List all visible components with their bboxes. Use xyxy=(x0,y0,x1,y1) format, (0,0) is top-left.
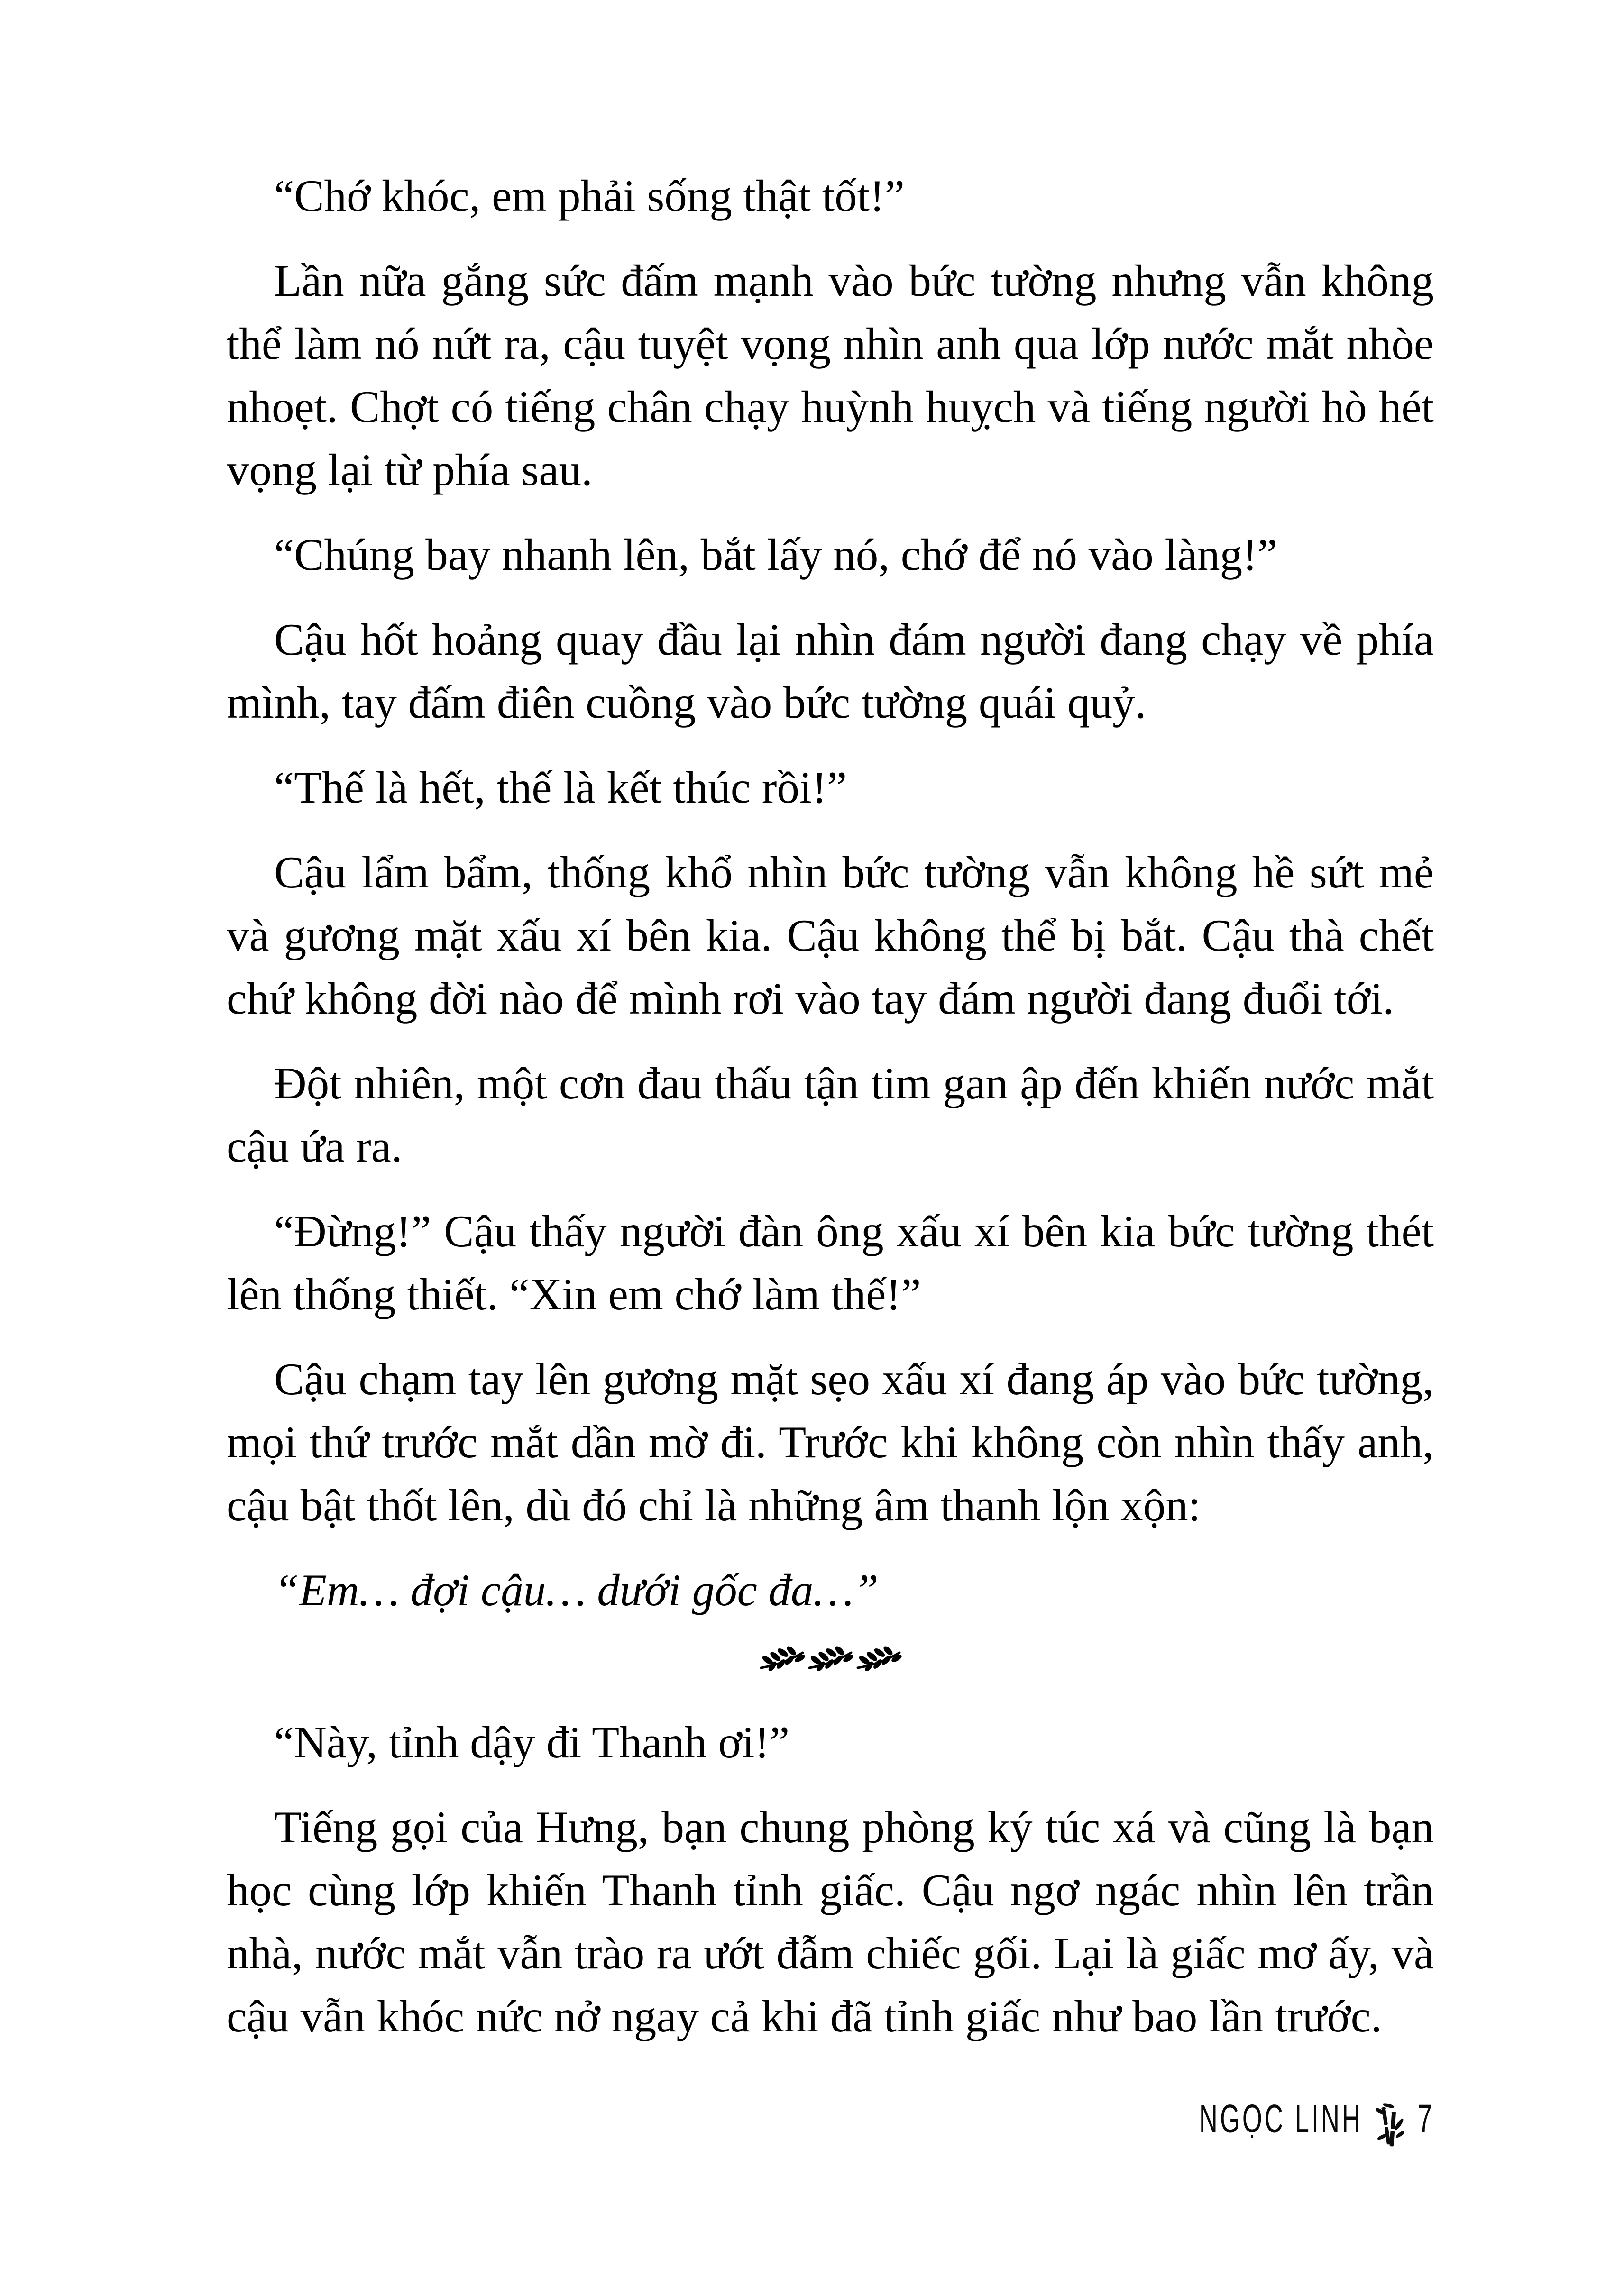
section-separator xyxy=(227,1644,1434,1671)
paragraph: “Em… đợi cậu… dưới gốc đa…” xyxy=(274,1565,879,1615)
paragraph: “Thế là hết, thế là kết thúc rồi!” xyxy=(274,762,847,813)
leaf-sprig-icon xyxy=(807,1644,854,1671)
footer-author: NGỌC LINH xyxy=(1199,2096,1363,2141)
leaf-sprig-icon xyxy=(758,1644,806,1671)
paragraph: Đột nhiên, một cơn đau thấu tận tim gan ập đến khiến nước mắt cậu ứa ra. xyxy=(227,1058,1434,1171)
bamboo-icon xyxy=(1376,2100,1404,2149)
paragraph: Cậu chạm tay lên gương mặt sẹo xấu xí đang áp vào bức tường, mọi thứ trước mắt dần mờ đi. Trước khi không còn nhìn thấy anh, cậu bật thốt lên, dù đó chỉ là những âm thanh lộn xộn: xyxy=(227,1354,1434,1530)
paragraph: Lần nữa gắng sức đấm mạnh vào bức tường nhưng vẫn không thể làm nó nứt ra, cậu tuyệt vọng nhìn anh qua lớp nước mắt nhòe nhoẹt. Chợt có tiếng chân chạy huỳnh huỵch và tiếng người hò hét vọng lại từ phía sau. xyxy=(227,256,1434,495)
leaf-sprig-icon xyxy=(855,1644,902,1671)
paragraph: “Này, tỉnh dậy đi Thanh ơi!” xyxy=(274,1717,790,1767)
text-block xyxy=(227,165,1434,2070)
paragraph: “Chúng bay nhanh lên, bắt lấy nó, chớ để nó vào làng!” xyxy=(274,530,1277,580)
page-number: 7 xyxy=(1417,2096,1434,2141)
paragraph: Tiếng gọi của Hưng, bạn chung phòng ký túc xá và cũng là bạn học cùng lớp khiến Thanh tỉnh giấc. Cậu ngơ ngác nhìn lên trần nhà, nước mắt vẫn trào ra ướt đẫm chiếc gối. Lại là giấc mơ ấy, và cậu vẫn khóc nức nở ngay cả khi đã tỉnh giấc như bao lần trước. xyxy=(227,1802,1434,2041)
paragraph: Cậu hốt hoảng quay đầu lại nhìn đám người đang chạy về phía mình, tay đấm điên cuồng vào bức tường quái quỷ. xyxy=(227,614,1434,728)
paragraph: “Chớ khóc, em phải sống thật tốt!” xyxy=(274,171,905,221)
page-footer xyxy=(1199,2098,1434,2149)
paragraph: “Đừng!” Cậu thấy người đàn ông xấu xí bên kia bức tường thét lên thống thiết. “Xin em chớ làm thế!” xyxy=(227,1206,1434,1319)
paragraph: Cậu lẩm bẩm, thống khổ nhìn bức tường vẫn không hề sứt mẻ và gương mặt xấu xí bên kia. Cậu không thể bị bắt. Cậu thà chết chứ không đời nào để mình rơi vào tay đám người đang đuổi tới. xyxy=(227,847,1434,1024)
sprig-row xyxy=(758,1644,902,1671)
